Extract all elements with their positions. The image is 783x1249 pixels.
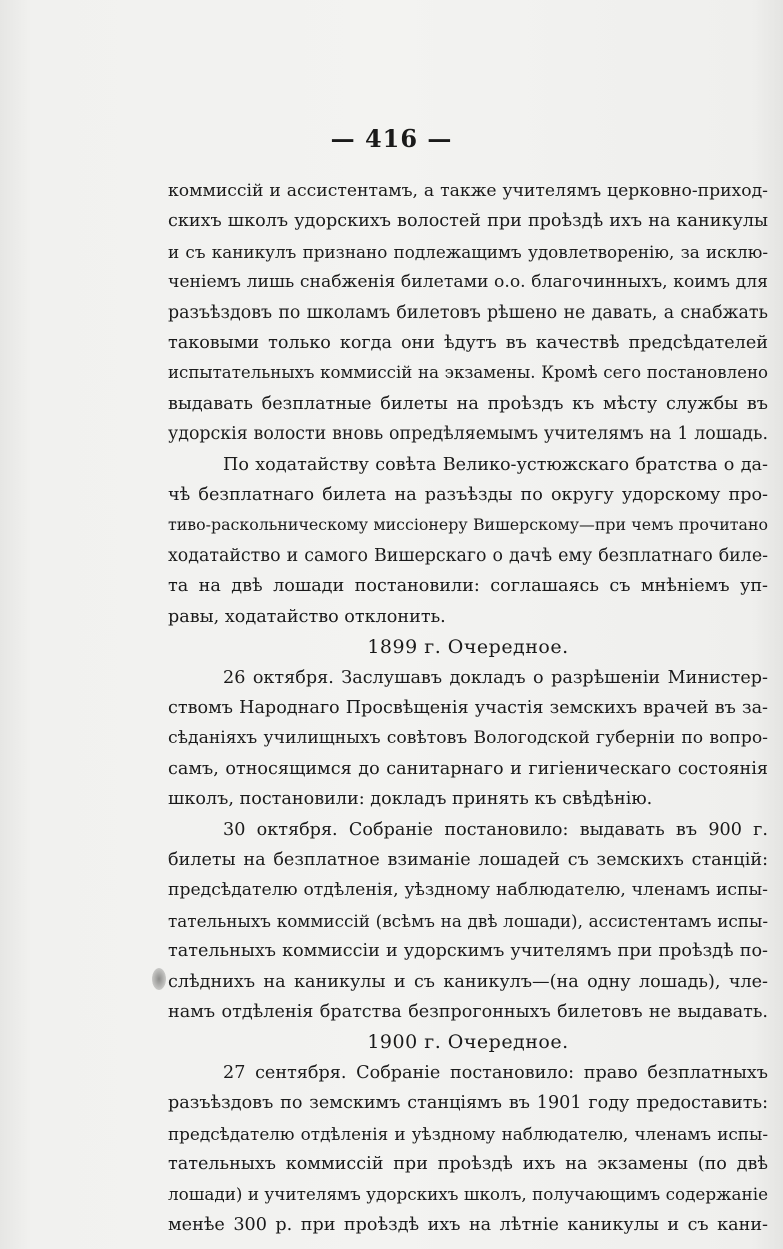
text-line: тательныхъ коммиссій при проѣздѣ ихъ на экзамены (по двѣ — [168, 1154, 768, 1174]
text-line: слѣднихъ на каникулы и съ каникулъ—(на одну лошадь), чле- — [168, 971, 768, 992]
text-line: лошади) и учителямъ удорскихъ школъ, получающимъ содержаніе — [168, 1184, 768, 1205]
text-line: удорскія волости вновь опредѣляемымъ учителямъ на 1 лошадь. — [168, 424, 768, 445]
paragraph-start-line: 27 сентября. Собраніе постановило: право безплатныхъ — [223, 1062, 768, 1083]
paragraph-end-line: равы, ходатайство отклонить. — [168, 606, 446, 627]
text-line: ствомъ Народнаго Просвѣщенія участія земскихъ врачей въ за- — [168, 697, 768, 718]
text-line: билеты на безплатное взиманіе лошадей съ земскихъ станцій: — [168, 849, 768, 870]
paragraph-start-line: 26 октября. Заслушавъ докладъ о разрѣшеніи Министер- — [223, 667, 768, 688]
text-line: самъ, относящимся до санитарнаго и гигіеническаго состоянія — [168, 758, 768, 779]
paragraph-start-line: По ходатайству совѣта Велико-устюжскаго братства о да- — [223, 454, 768, 475]
text-line: и съ каникулъ признано подлежащимъ удовлетворенію, за исклю- — [168, 241, 768, 262]
text-line: разъѣздовъ по школамъ билетовъ рѣшено не давать, а снабжать — [168, 302, 768, 323]
text-line: сѣданіяхъ училищныхъ совѣтовъ Вологодской губерніи по вопро- — [168, 728, 768, 749]
text-line: та на двѣ лошади постановили: соглашаясь съ мнѣніемъ уп- — [168, 576, 768, 597]
text-line: предсѣдателю отдѣленія и уѣздному наблюдателю, членамъ испы- — [168, 1123, 768, 1144]
text-line: намъ отдѣленія братства безпрогонныхъ билетовъ не выдавать. — [168, 1001, 768, 1022]
text-line: скихъ школъ удорскихъ волостей при проѣздѣ ихъ на каникулы — [168, 211, 768, 232]
text-line: ченіемъ лишь снабженія билетами о.о. благочинныхъ, коимъ для — [168, 272, 768, 293]
text-line: тиво-раскольническому миссіонеру Вишерскому—при чемъ прочитано — [168, 515, 768, 535]
text-line: выдавать безплатные билеты на проѣздъ къ мѣсту службы въ — [168, 393, 768, 414]
text-line: тательныхъ коммиссій (всѣмъ на двѣ лошади), ассистентамъ испы- — [168, 910, 768, 931]
paragraph-end-line: школъ, постановили: докладъ принять къ свѣдѣнію. — [168, 789, 653, 810]
ink-stain — [152, 968, 166, 990]
section-heading: 1900 г. Очередное. — [367, 1031, 569, 1054]
text-line: чѣ безплатнаго билета на разъѣзды по округу удорскому про- — [168, 485, 768, 506]
text-line: коммиссій и ассистентамъ, а также учителямъ церковно-приход- — [168, 181, 768, 201]
text-line: менѣе 300 р. при проѣздѣ ихъ на лѣтніе каникулы и съ кани- — [168, 1214, 768, 1235]
text-line: ходатайство и самого Вишерскаго о дачѣ ему безплатнаго биле- — [168, 545, 768, 566]
body-text — [168, 176, 768, 1240]
paragraph-start-line: 30 октября. Собраніе постановило: выдавать въ 900 г. — [223, 819, 768, 840]
text-line: тательныхъ коммиссіи и удорскимъ учителямъ при проѣздѣ по- — [168, 941, 768, 962]
text-line: разъѣздовъ по земскимъ станціямъ въ 1901 году предоставить: — [168, 1093, 768, 1114]
text-line: испытательныхъ коммиссій на экзамены. Кромѣ сего постановлено — [168, 363, 768, 383]
text-line: предсѣдателю отдѣленія, уѣздному наблюдателю, членамъ испы- — [168, 880, 768, 901]
section-heading: 1899 г. Очередное. — [367, 636, 569, 659]
text-line: таковыми только когда они ѣдутъ въ качествѣ предсѣдателей — [168, 333, 768, 354]
page-number: — 416 — — [330, 124, 453, 153]
